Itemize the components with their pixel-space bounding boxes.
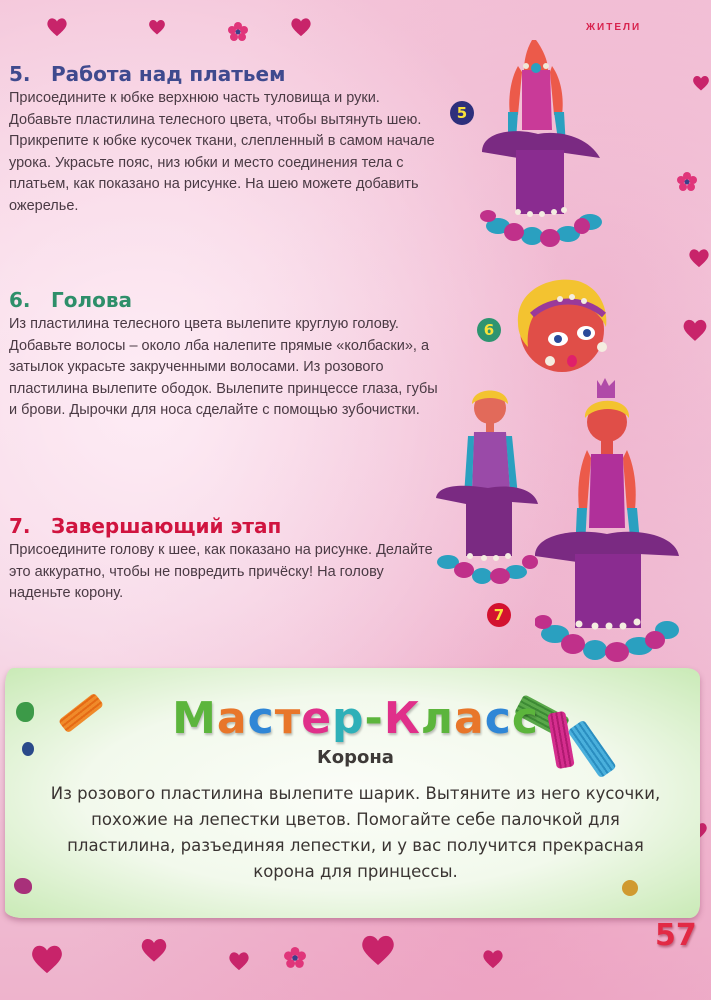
page-number: 57 xyxy=(655,918,697,953)
step-6-heading: 6. Голова xyxy=(9,288,133,312)
heart-icon xyxy=(148,18,166,36)
step-badge-7: 7 xyxy=(487,603,511,627)
step-6-text: Из пластилина телесного цвета вылепите круглую голову. Добавьте волосы – около лба налепите прямые «колбаски», а затылок украсьте закрученными волосами. Из розового пластилина вылепите ободок. Вылепите принцессе глаза, губы и брови. Дырочки для носа сделайте с помощью зубочистки. xyxy=(9,316,438,418)
heart-icon xyxy=(140,936,168,964)
step-5 xyxy=(9,62,439,217)
heart-icon xyxy=(360,932,396,968)
heart-icon xyxy=(482,948,504,970)
heart-icon xyxy=(688,247,710,269)
flower-icon xyxy=(228,22,248,42)
flower-icon xyxy=(284,947,306,969)
step-5-text: Присоедините к юбке верхнюю часть туловища и руки. Добавьте пластилина телесного цвета, чтобы вытянуть шею. Прикрепите к юбке кусочек ткани, слепленный в самом начале урока. Украсьте пояс, низ юбки и место соединения тела с платьем, как показано на рисунке. На шею можете добавить ожерелье. xyxy=(9,90,435,214)
clay-piece-purple-icon xyxy=(14,878,32,894)
step-7-text: Присоедините голову к шее, как показано на рисунке. Делайте это аккуратно, чтобы не повредить причёску! На голову наденьте корону. xyxy=(9,542,433,601)
master-class-subtitle: Корона xyxy=(317,747,394,768)
finished-doll-step7-image xyxy=(535,378,683,663)
doll-small-image xyxy=(434,380,542,590)
heart-icon xyxy=(692,74,710,92)
heart-icon xyxy=(30,942,64,976)
step-7-heading: 7. Завершающий этап xyxy=(9,514,282,538)
step-6 xyxy=(9,288,439,422)
heart-icon xyxy=(290,16,312,38)
step-badge-5: 5 xyxy=(450,101,474,125)
step-5-heading: 5. Работа над платьем xyxy=(9,62,286,86)
section-label: ЖИТЕЛИ xyxy=(586,22,642,33)
heart-icon xyxy=(682,318,708,342)
flower-icon xyxy=(677,172,697,192)
step-7 xyxy=(9,514,439,605)
heart-icon xyxy=(46,16,68,38)
heart-icon xyxy=(228,950,250,972)
doll-head-step6-image xyxy=(512,275,612,375)
step-badge-6: 6 xyxy=(477,318,501,342)
master-class-title: Мастер-Класс xyxy=(172,693,539,744)
dress-figure-step5-image xyxy=(478,40,606,250)
master-class-text: Из розового пластилина вылепите шарик. Вытяните из него кусочки, похожие на лепестки цветов. Помогайте себе палочкой для пластилина, разъединяя лепестки, и у вас получится прекрасная корона для принцессы. xyxy=(50,784,661,881)
